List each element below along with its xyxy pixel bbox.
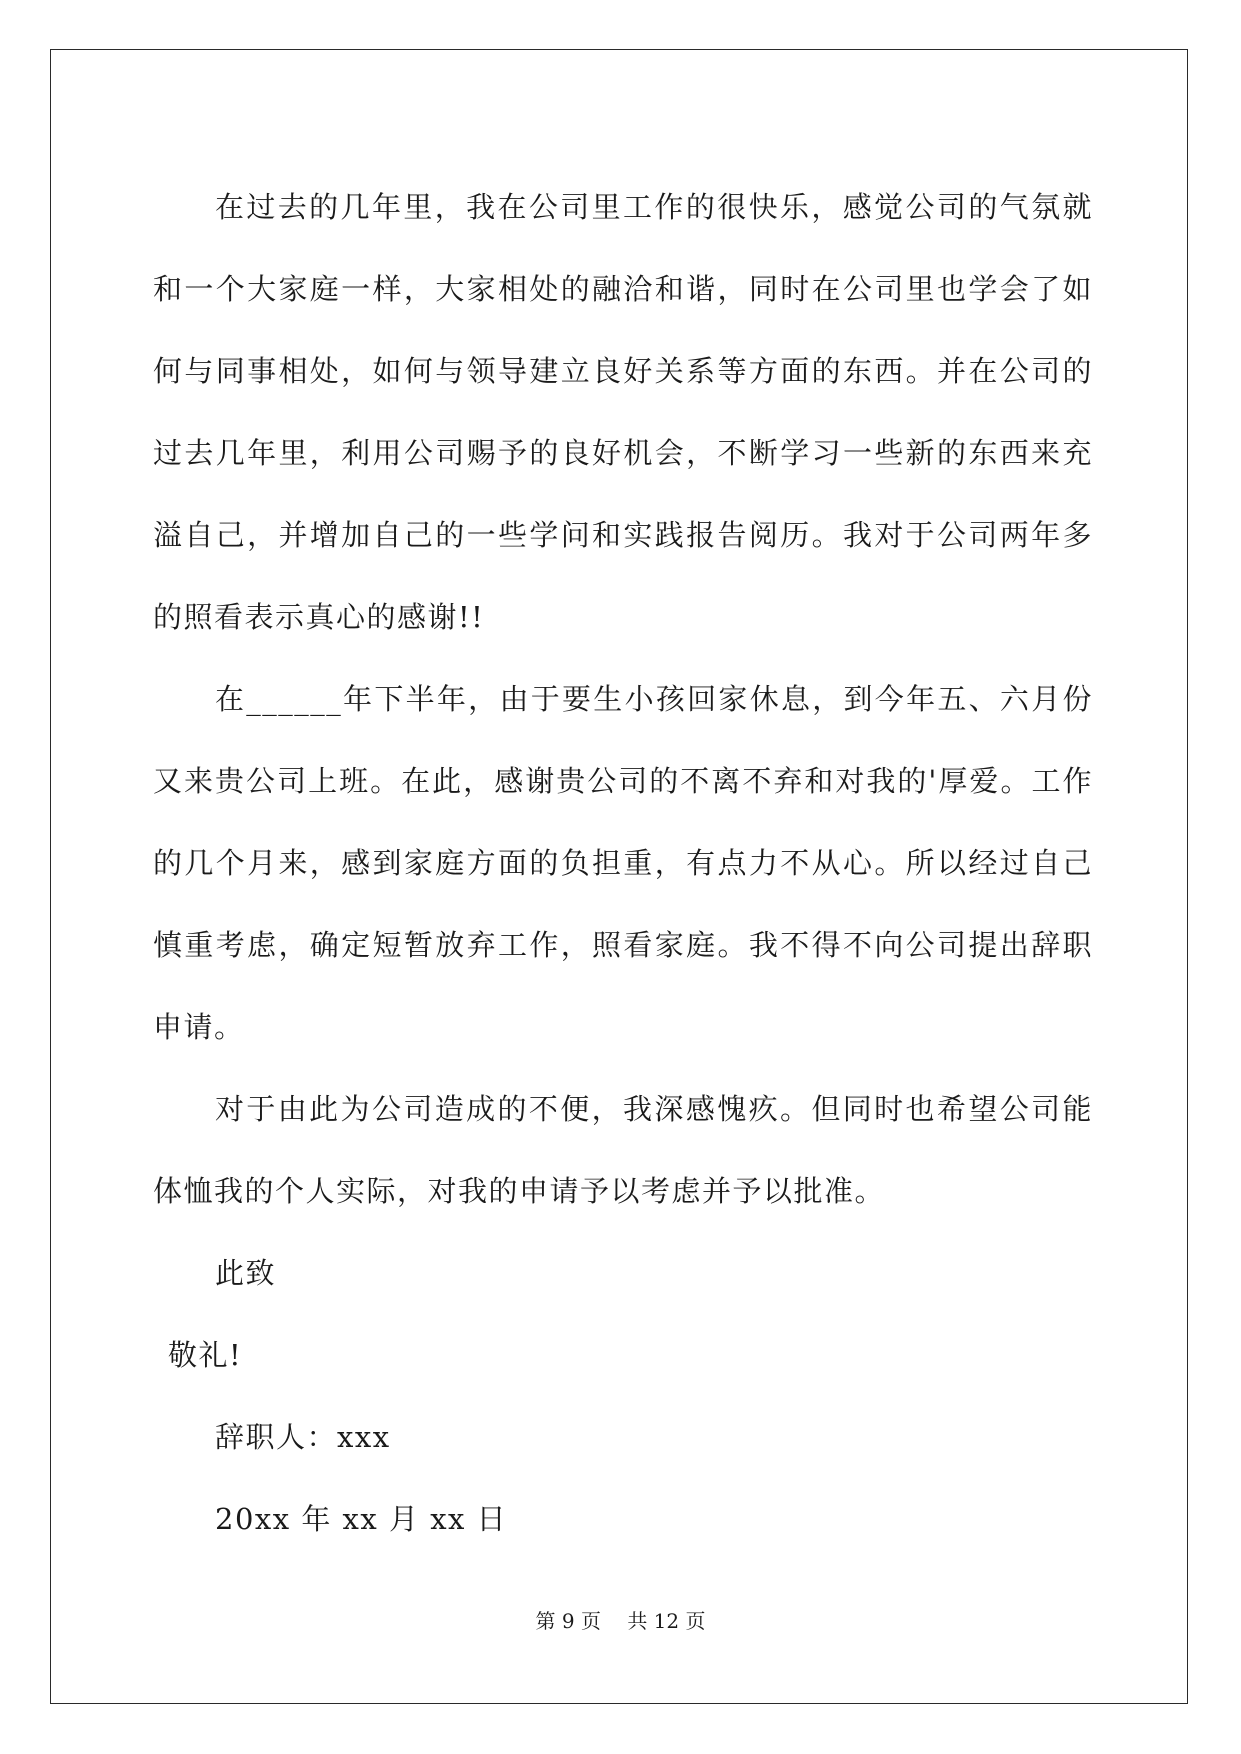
salutation-line: 敬礼! <box>168 1338 243 1372</box>
page-total: 共 12 页 <box>627 1609 706 1633</box>
signature-line: 辞职人：xxx <box>215 1420 391 1454</box>
paragraph-3: 对于由此为公司造成的不便，我深感愧疚。但同时也希望公司能体恤我的个人实际，对我的申请予以考虑并予以批准。 <box>153 1092 1093 1208</box>
paragraph-1: 在过去的几年里，我在公司里工作的很快乐，感觉公司的气氛就和一个大家庭一样，大家相处的融洽和谐，同时在公司里也学会了如何与同事相处，如何与领导建立良好关系等方面的东西。并在公司的过去几年里，利用公司赐予的良好机会，不断学习一些新的东西来充溢自己，并增加自己的一些学问和实践报告阅历。我对于公司两年多的照看表示真心的感谢!! <box>153 190 1093 634</box>
paragraph-2: 在______年下半年，由于要生小孩回家休息，到今年五、六月份又来贵公司上班。在此，感谢贵公司的不离不弃和对我的'厚爱。工作的几个月来，感到家庭方面的负担重，有点力不从心。所以经过自己慎重考虑，确定短暂放弃工作，照看家庭。我不得不向公司提出辞职申请。 <box>153 682 1093 1044</box>
date-line: 20xx 年 xx 月 xx 日 <box>215 1502 508 1536</box>
letter-body <box>153 166 1093 1560</box>
page-number: 第 9 页 <box>535 1609 601 1633</box>
closing-line: 此致 <box>215 1256 277 1290</box>
page-footer <box>0 1605 1241 1634</box>
